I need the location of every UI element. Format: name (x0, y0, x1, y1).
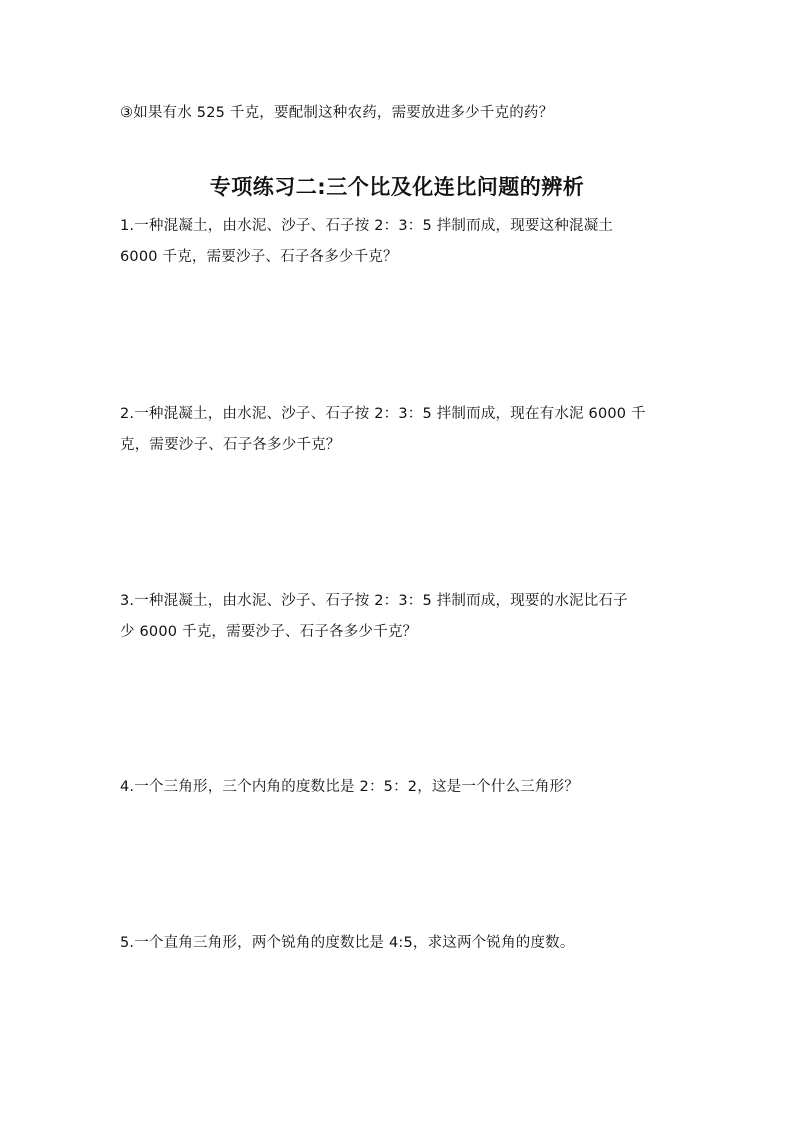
previous-question-3: ③如果有水 525 千克，要配制这种农药，需要放进多少千克的药？ (120, 105, 554, 121)
question-1-line-2: 6000 千克，需要沙子、石子各多少千克？ (120, 249, 398, 265)
question-4-line-1: 4.一个三角形，三个内角的度数比是 2：5：2，这是一个什么三角形？ (120, 779, 579, 795)
section-title: 专项练习二:三个比及化连比问题的辨析 (209, 175, 585, 199)
question-2-line-2: 克，需要沙子、石子各多少千克？ (120, 437, 341, 453)
question-3-line-2: 少 6000 千克，需要沙子、石子各多少千克？ (120, 624, 418, 640)
question-2-line-1: 2.一种混凝土，由水泥、沙子、石子按 2：3：5 拌制而成，现在有水泥 6000 千 (120, 406, 646, 422)
question-1-line-1: 1.一种混凝土，由水泥、沙子、石子按 2：3：5 拌制而成，现要这种混凝土 (120, 218, 614, 234)
question-3-line-1: 3.一种混凝土，由水泥、沙子、石子按 2：3：5 拌制而成，现要的水泥比石子 (120, 593, 628, 609)
question-5-line-1: 5.一个直角三角形，两个锐角的度数比是 4:5，求这两个锐角的度数。 (120, 935, 575, 951)
